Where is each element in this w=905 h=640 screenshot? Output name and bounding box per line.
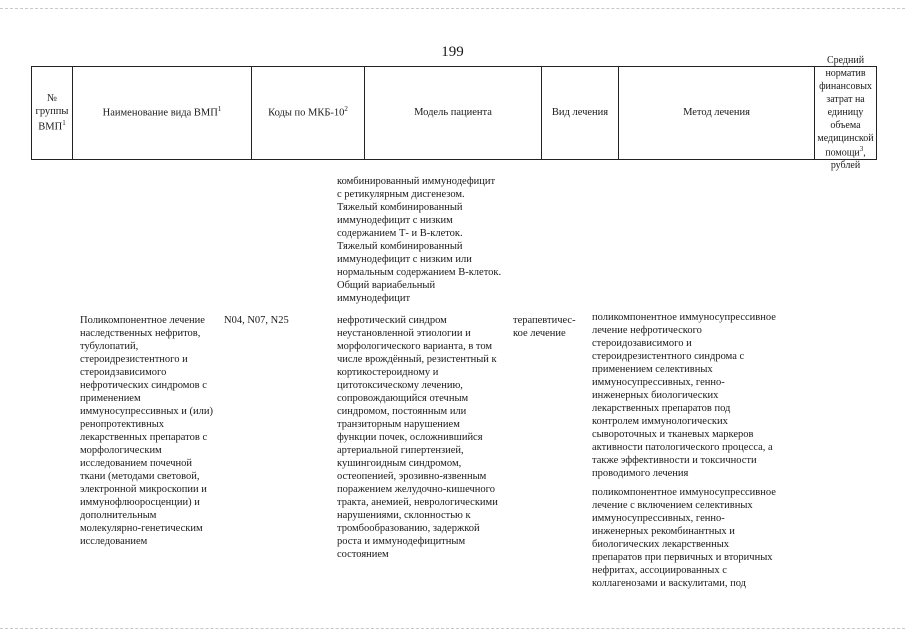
text-line: инженерных биологических [592, 390, 719, 401]
text-line: кортикостероидному и [337, 367, 439, 378]
text-line: иммуносупрессивных и (или) [80, 406, 214, 417]
text-line: препаратов при первичных и вторичных [592, 552, 773, 563]
text-line: стероидрезистентного синдрома с [592, 351, 745, 362]
text-line: стероидрезистентного и [80, 354, 188, 365]
header-treatment-method: Метод лечения [618, 67, 814, 159]
text-line: остеопенией, эрозивно-язвенным [337, 471, 487, 482]
text-line: поликомпонентное иммуносупрессивное [592, 312, 776, 323]
text-line: сывороточных и тканевых маркеров [592, 429, 754, 440]
text-line: иммуносупрессивных, генно- [592, 377, 725, 388]
text-line: инженерных рекомбинантных и [592, 526, 735, 537]
text-line: морфологического варианта, в том [337, 341, 493, 352]
text-line: числе врождённый, резистентный к [337, 354, 497, 365]
treatment-type-cell [513, 314, 576, 340]
header-group-number: № группы ВМП$^1$ [35, 92, 69, 133]
text-line: роста и иммунодефицитным [337, 536, 466, 547]
text-line: лекарственных препаратов под [592, 403, 731, 414]
text-line: нефротический синдром [337, 315, 447, 326]
text-line: морфологическим [80, 445, 162, 456]
text-line: Поликомпонентное лечение [80, 315, 205, 326]
text-line: биологических лекарственных [592, 539, 730, 550]
text-line: цитотоксическому лечению, [337, 380, 463, 391]
text-line: кушингоидным синдромом, [337, 458, 462, 469]
treatment-method-1 [592, 311, 776, 480]
text-line: лечение с включением селективных [592, 500, 753, 511]
text-line: проводимого лечения [592, 468, 689, 479]
text-line: применением селективных [592, 364, 713, 375]
text-line: стероидозависимого и [592, 338, 692, 349]
text-line: исследованием почечной [80, 458, 192, 469]
text-line: исследованием [80, 536, 148, 547]
text-line: стероидзависимого [80, 367, 167, 378]
text-line: лечение нефротического [592, 325, 702, 336]
text-line: функции почек, осложнившийся [337, 432, 483, 443]
scan-edge-top [0, 8, 905, 10]
text-line: иммунодефицит [337, 293, 411, 304]
continued-patient-model [337, 175, 501, 305]
icd-codes-cell [224, 314, 289, 327]
text-line: применением [80, 393, 141, 404]
text-line: поликомпонентное иммуносупрессивное [592, 487, 776, 498]
text-line: иммунофлюоросценции) и [80, 497, 200, 508]
page-number: 199 [441, 44, 464, 60]
text-line: иммунодефицит с низким [337, 215, 453, 226]
text-line: тромбообразованию, задержкой [337, 523, 480, 534]
text-line: ткани (методами световой, [80, 471, 200, 482]
header-icd-codes: Коды по МКБ-$10^2$ [251, 67, 364, 159]
text-line: нефритах, ассоциированных с [592, 565, 727, 576]
table-header [31, 54, 877, 172]
text-line: контролем иммунологических [592, 416, 728, 427]
header-patient-model: Модель пациента [364, 67, 541, 159]
text-line: поражением желудочно-кишечного [337, 484, 495, 495]
text-line: нормальным содержанием В-клеток. [337, 267, 502, 278]
text-line: Тяжелый комбинированный [337, 241, 463, 252]
text-line: наследственных нефритов, [80, 328, 201, 339]
text-line: артериальной гипертензией, [337, 445, 464, 456]
text-line: коллагенозами и васкулитами, под [592, 578, 746, 589]
treatment-method-2 [592, 486, 776, 590]
text-line: содержанием Т- и В-клеток. [337, 228, 463, 239]
text-line: тубулопатий, [80, 341, 139, 352]
vmp-name-cell [80, 314, 213, 548]
text-line: транзиторным нарушением [337, 419, 460, 430]
text-line: нефротических синдромов с [80, 380, 207, 391]
text-line: комбинированный иммунодефицит [337, 176, 496, 187]
text-line: электронной микроскопии и [80, 484, 207, 495]
header-treatment-type: Вид лечения [541, 67, 618, 159]
text-line: иммуносупрессивных, генно- [592, 513, 725, 524]
text-line: лекарственных препаратов с [80, 432, 208, 443]
text-line: иммунодефицит с низким или [337, 254, 472, 265]
patient-model-cell [337, 314, 498, 561]
header-cost: Средний норматив финансовых затрат на единицу объема медицинской помощи$^3$, рублей [814, 67, 876, 159]
text-line: синдромом, постоянным или [337, 406, 467, 417]
text-line: ренопротективных [80, 419, 165, 430]
text-line: молекулярно-генетическим [80, 523, 203, 534]
header-vmp-name: Наименование вида ВМП$^1$ [72, 67, 251, 159]
scan-edge-bottom [0, 628, 905, 630]
text-line: активности патологического процесса, а [592, 442, 773, 453]
text-line: тракта, анемией, неврологическими [337, 497, 498, 508]
text-line: Тяжелый комбинированный [337, 202, 463, 213]
text-line: дополнительным [80, 510, 157, 521]
text-line: сопровождающийся отечным [337, 393, 469, 404]
text-line: кое лечение [513, 328, 566, 339]
text-line: неустановленной этиологии и [337, 328, 471, 339]
text-line: терапевтичес- [513, 315, 576, 326]
icd-codes: N04, N07, N25 [224, 315, 289, 326]
text-line: с ретикулярным дисгенезом. [337, 189, 465, 200]
text-line: состоянием [337, 549, 389, 560]
text-line: нарушениями, склонностью к [337, 510, 471, 521]
text-line: Общий вариабельный [337, 280, 436, 291]
text-line: также эффективности и токсичности [592, 455, 757, 466]
